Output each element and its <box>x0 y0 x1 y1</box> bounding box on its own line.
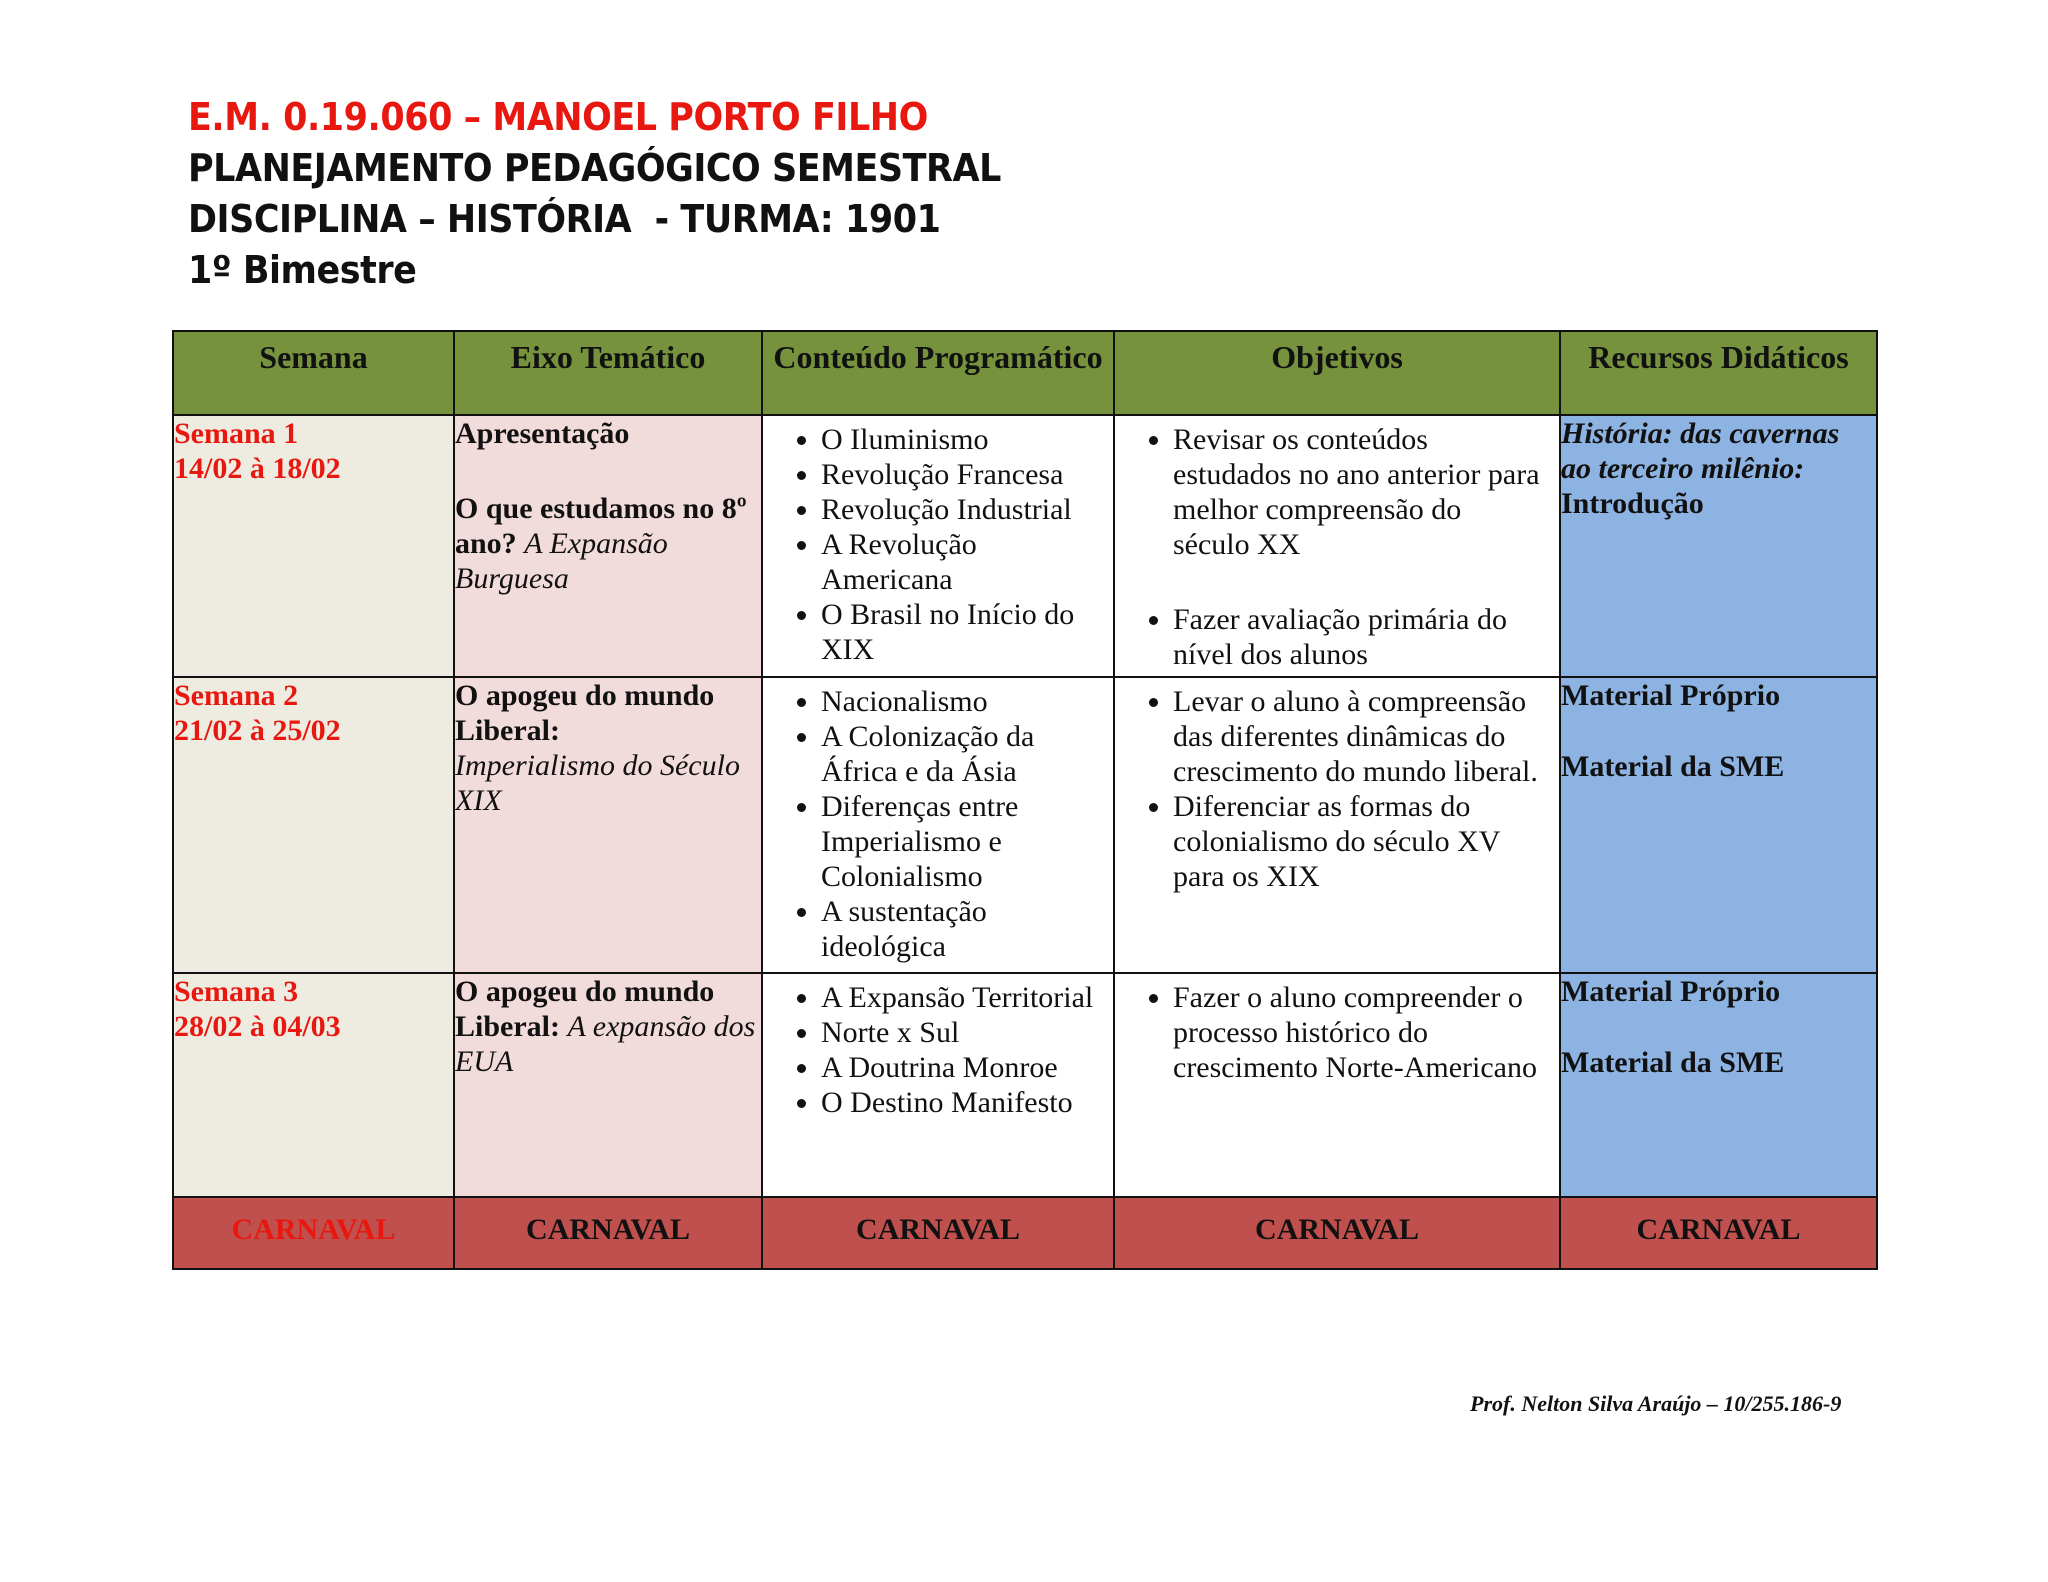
list-item: • Revisar os conteúdos estudados no ano anterior para melhor compreensão do século XX <box>1173 422 1543 562</box>
column-header-conteudo: Conteúdo Programático <box>762 331 1114 415</box>
list-item: • Norte x Sul <box>821 1015 1101 1050</box>
list-item: • O Destino Manifesto <box>821 1085 1101 1120</box>
recursos-cell <box>1560 677 1877 973</box>
conteudo-list <box>763 422 1113 667</box>
school-name: E.M. 0.19.060 – MANOEL PORTO FILHO <box>188 95 928 139</box>
objetivos-cell <box>1114 973 1560 1197</box>
discipline-title: DISCIPLINA – HISTÓRIA - TURMA: 1901 <box>188 197 941 241</box>
semana-dates: 21/02 à 25/02 <box>174 714 341 747</box>
semana-cell <box>173 415 454 677</box>
semana-label: Semana 3 <box>174 975 299 1008</box>
semana-dates: 14/02 à 18/02 <box>174 452 341 485</box>
recursos-item: Material da SME <box>1561 750 1785 783</box>
teacher-signature: Prof. Nelton Silva Araújo – 10/255.186-9 <box>1470 1391 1842 1416</box>
table-header-row <box>173 331 1877 415</box>
eixo-cell <box>454 677 762 973</box>
period-title: 1º Bimestre <box>188 248 417 292</box>
list-item: • A Expansão Territorial <box>821 980 1101 1015</box>
column-header-eixo: Eixo Temático <box>454 331 762 415</box>
recursos-item: Material Próprio <box>1561 975 1781 1008</box>
eixo-subtitle: A expansão dos EUA <box>455 1010 756 1078</box>
table-row <box>173 415 1877 677</box>
conteudo-cell <box>762 415 1114 677</box>
semana-label: Semana 2 <box>174 679 299 712</box>
list-item: • O Iluminismo <box>821 422 1101 457</box>
list-item: • Diferenças entre Imperialismo e Colonialismo <box>821 789 1101 894</box>
list-item: • A sustentação ideológica <box>821 894 1101 964</box>
objetivos-cell <box>1114 677 1560 973</box>
conteudo-list <box>763 980 1113 1120</box>
list-item: • O Brasil no Início do XIX <box>821 597 1101 667</box>
recursos-item: Material da SME <box>1561 1046 1785 1079</box>
plan-title: PLANEJAMENTO PEDAGÓGICO SEMESTRAL <box>188 146 1001 190</box>
conteudo-list <box>763 684 1113 964</box>
conteudo-cell <box>762 677 1114 973</box>
recursos-book: História: das cavernas ao terceiro milênio: <box>1561 417 1840 485</box>
carnaval-row <box>173 1197 1877 1269</box>
carnaval-cell: CARNAVAL <box>454 1197 762 1269</box>
list-item: • A Colonização da África e da Ásia <box>821 719 1101 789</box>
list-item: • Revolução Francesa <box>821 457 1101 492</box>
eixo-title: O apogeu do mundo Liberal: <box>455 975 715 1043</box>
document-header <box>188 92 1072 296</box>
table-row <box>173 973 1877 1197</box>
carnaval-cell: CARNAVAL <box>1560 1197 1877 1269</box>
list-item: • Nacionalismo <box>821 684 1101 719</box>
eixo-subtitle: Imperialismo do Século XIX <box>455 749 740 817</box>
list-item: • Fazer avaliação primária do nível dos alunos <box>1173 602 1543 672</box>
recursos-cell <box>1560 415 1877 677</box>
eixo-title: Apresentação <box>455 417 630 450</box>
table-row <box>173 677 1877 973</box>
semana-cell <box>173 973 454 1197</box>
eixo-cell <box>454 973 762 1197</box>
semana-label: Semana 1 <box>174 417 299 450</box>
semana-cell <box>173 677 454 973</box>
objetivos-list <box>1115 422 1559 672</box>
planning-table <box>172 330 1878 1270</box>
conteudo-cell <box>762 973 1114 1197</box>
objetivos-list <box>1115 980 1559 1085</box>
list-item: • Fazer o aluno compreender o processo histórico do crescimento Norte-Americano <box>1173 980 1543 1085</box>
eixo-cell <box>454 415 762 677</box>
eixo-subtitle: A Expansão Burguesa <box>455 527 668 595</box>
list-item: • A Doutrina Monroe <box>821 1050 1101 1085</box>
carnaval-cell: CARNAVAL <box>762 1197 1114 1269</box>
recursos-item: Material Próprio <box>1561 679 1781 712</box>
recursos-cell <box>1560 973 1877 1197</box>
carnaval-cell: CARNAVAL <box>1114 1197 1560 1269</box>
recursos-chapter: Introdução <box>1561 487 1704 520</box>
list-item: • Levar o aluno à compreensão das diferentes dinâmicas do crescimento do mundo liberal. <box>1173 684 1543 789</box>
list-item: • Diferenciar as formas do colonialismo do século XV para os XIX <box>1173 789 1543 894</box>
eixo-title: O apogeu do mundo Liberal: <box>455 679 715 747</box>
objetivos-cell <box>1114 415 1560 677</box>
list-item: • A Revolução Americana <box>821 527 1101 597</box>
eixo-question: O que estudamos no 8º ano? <box>455 492 747 560</box>
carnaval-cell: CARNAVAL <box>173 1197 454 1269</box>
column-header-recursos: Recursos Didáticos <box>1560 331 1877 415</box>
column-header-objetivos: Objetivos <box>1114 331 1560 415</box>
semana-dates: 28/02 à 04/03 <box>174 1010 341 1043</box>
list-item: • Revolução Industrial <box>821 492 1101 527</box>
objetivos-list <box>1115 684 1559 894</box>
column-header-semana: Semana <box>173 331 454 415</box>
